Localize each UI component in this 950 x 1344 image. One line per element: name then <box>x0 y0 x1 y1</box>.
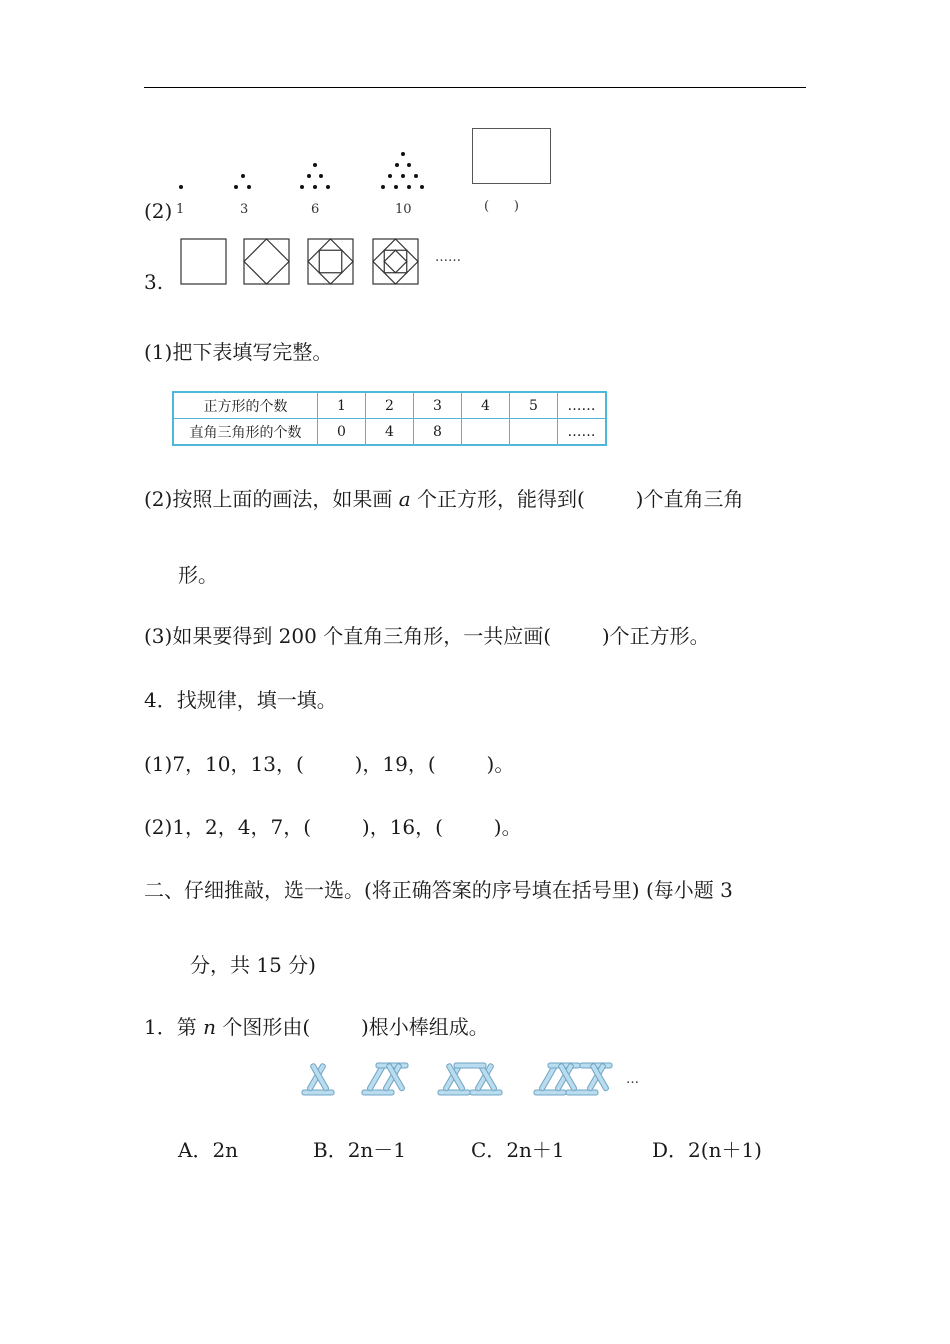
table-cell: …… <box>558 392 607 419</box>
q2-label: (2) <box>144 199 173 223</box>
table-header-squares: 正方形的个数 <box>173 392 318 419</box>
table-cell-blank[interactable] <box>462 419 510 446</box>
option-d[interactable]: D．2(n＋1) <box>652 1138 762 1162</box>
dot-count-3: 6 <box>311 202 320 217</box>
table-cell: 3 <box>414 392 462 419</box>
table-cell: 1 <box>318 392 366 419</box>
q4-part1: (1)7，10，13，( )，19，( )。 <box>144 752 515 776</box>
section2-title: 二、仔细推敲，选一选。(将正确答案的序号填在括号里) (每小题 3 <box>144 878 733 902</box>
q4-title: 4．找规律，填一填。 <box>144 688 337 712</box>
section2-title-cont: 分，共 15 分) <box>190 953 316 977</box>
nested-squares-figure <box>178 236 423 286</box>
q3-part3: (3)如果要得到 200 个直角三角形，一共应画( )个正方形。 <box>144 624 710 648</box>
sticks-ellipsis: … <box>626 1072 639 1087</box>
q3-part2-cont: 形。 <box>178 563 218 587</box>
table-cell-blank[interactable] <box>510 419 558 446</box>
option-b[interactable]: B．2n－1 <box>313 1138 407 1162</box>
table-row-triangles <box>173 419 606 446</box>
mc1-question: 1．第 n 个图形由( )根小棒组成。 <box>144 1015 489 1039</box>
table-cell: 5 <box>510 392 558 419</box>
table-cell: 8 <box>414 419 462 446</box>
answer-box <box>472 128 551 184</box>
table-cell: 2 <box>366 392 414 419</box>
q3-label: 3. <box>144 270 164 294</box>
squares-triangles-table <box>172 391 607 446</box>
option-c[interactable]: C．2n＋1 <box>471 1138 565 1162</box>
table-row-squares <box>173 392 606 419</box>
table-cell: 4 <box>366 419 414 446</box>
dot-count-4: 10 <box>395 202 412 217</box>
q3-part1: (1)把下表填写完整。 <box>144 340 333 364</box>
table-cell: 0 <box>318 419 366 446</box>
option-a[interactable]: A．2n <box>178 1138 239 1162</box>
dot-count-2: 3 <box>240 202 249 217</box>
table-cell: 4 <box>462 392 510 419</box>
answer-blank: ( ) <box>484 199 519 214</box>
header-rule <box>144 87 806 88</box>
q3-part2: (2)按照上面的画法，如果画 a 个正方形，能得到( )个直角三角 <box>144 487 744 511</box>
squares-ellipsis: …… <box>435 250 461 265</box>
table-cell: …… <box>558 419 607 446</box>
stick-triangles-figure <box>298 1062 628 1104</box>
q4-part2: (2)1，2，4，7，( )，16，( )。 <box>144 815 522 839</box>
dot-count-1: 1 <box>176 202 185 217</box>
table-header-triangles: 直角三角形的个数 <box>173 419 318 446</box>
